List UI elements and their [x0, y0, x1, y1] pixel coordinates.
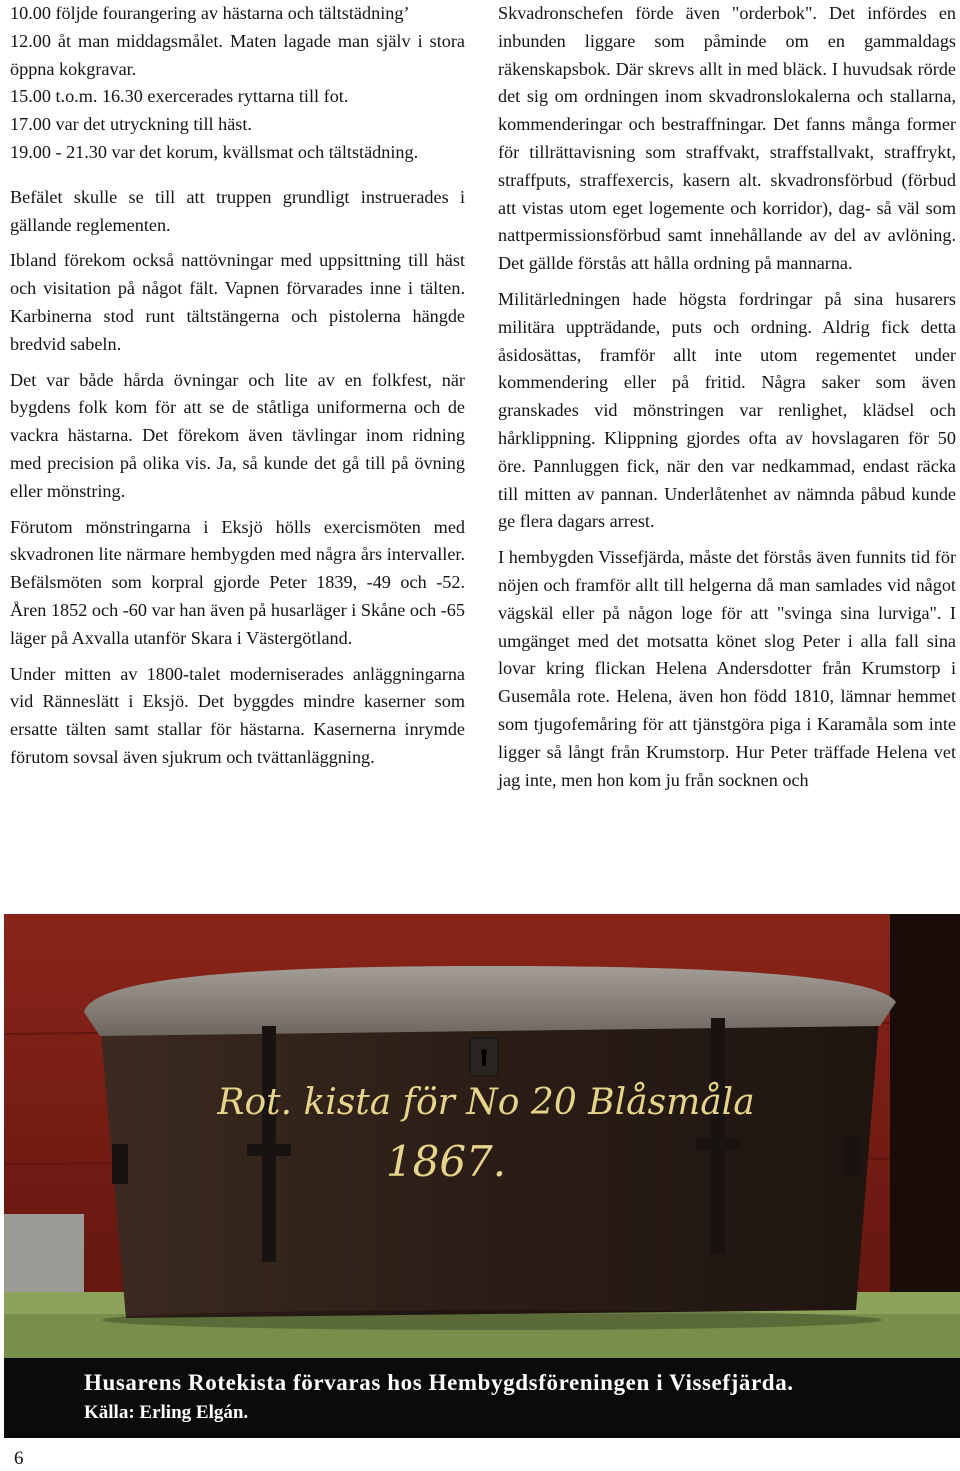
schedule-line: 19.00 - 21.30 var det korum, kvällsmat och tältstädning.	[10, 141, 419, 162]
body-paragraph: Ibland förekom också nattövningar med uppsittning till häst och visitation på något fält. Vapnen förvarades inne i tälten. Karbinerna stod runt tältstängerna och pistolerna hängde bredvid sabeln.	[10, 250, 465, 354]
right-text-column	[498, 0, 956, 802]
body-paragraph: Befälet skulle se till att truppen grundligt instruerades i gällande reglementen.	[10, 186, 465, 235]
schedule-line: 10.00 följde fourangering av hästarna och tältstädning’	[10, 3, 410, 23]
chest-inscription-line1: Rot. kista för No 20 Blåsmåla	[217, 1082, 755, 1123]
body-paragraph: Militärledningen hade högsta fordringar på sina husarers militära uppträdande, puts och ordning. Aldrig fick detta åsidosättas, framför allt inte utom regementet under kommendering eller på fritid. Några saker som även granskades vid mönstringen var renlighet, klädsel och hårklippning. Klippning gjordes ofta av hovslagaren för 50 öre. Pannluggen fick, när den var nedkammad, endast räcka till mitten av pannan. Underlåtenhet av nämnda påbud kunde ge flera dagars arrest.	[498, 288, 956, 532]
body-paragraph: Under mitten av 1800-talet moderniserades anläggningarna vid Ränneslätt i Eksjö. Det byggdes mindre kaserner som ersatte tälten samt stallar för hästarna. Kasernerna inrymde förutom sovsal även sjukrum och tvättanläggning.	[10, 663, 465, 767]
page-number: 6	[14, 1448, 24, 1469]
caption-title: Husarens Rotekista förvaras hos Hembygdsföreningen i Vissefjärda.	[84, 1370, 794, 1395]
body-paragraph: I hembygden Vissefjärda, måste det förstås även funnits tid för nöjen och framför allt till helgerna då man samlades vid något vägskäl eller på någon loge för att "svinga sina lurviga". I umgänget med det motsatta könet slog Peter i alla fall sina lovar kring flickan Helena Andersdotter från Krumstorp i Gusemåla rote. Helena, även hon född 1810, lämnar hemmet som tjugofemåring för att tjänstgöra piga i Karamåla som inte ligger så långt från Krumstorp. Hur Peter träffade Helena vet jag inte, men hon kom ju från socknen och	[498, 547, 956, 790]
photo-caption	[4, 1358, 960, 1438]
body-paragraph: Skvadronschefen förde även "orderbok". Det infördes en inbunden liggare som påminde om en gammaldags räkenskapsbok. Där skrevs allt in med bläck. I huvudsak rörde det sig om ordningen inom skvadronslokalerna och stallarna, kommenderingar och bestraffningar. Det fanns många former för tillrättavisning som straffvakt, straffstallvakt, straffrykt, straffputs, straffexercis, kasern alt. skvadronsförbud (förbud att vistas utom eget logemente och korridor), dag- så väl som nattpermissionsförbud samt innehållande av del av avlöning. Det gällde förstås att hålla ordning på mannarna.	[498, 3, 956, 274]
doorway	[890, 914, 960, 1314]
left-text-column	[10, 0, 465, 780]
schedule-line: 12.00 åt man middagsmålet. Maten lagade man själv i stora öppna kokgravar.	[10, 30, 465, 79]
body-paragraph: Det var både hårda övningar och lite av en folkfest, när bygdens folk kom för att se de ståtliga uniformerna och de vackra hästarna. Det förekom även tävlingar inom ridning med precision på olika vis. Ja, så kunde det gå till på övning eller mönstring.	[10, 369, 465, 501]
chest-lid	[84, 966, 896, 1036]
chest-illustration	[4, 914, 960, 1358]
body-paragraph: Förutom mönstringarna i Eksjö hölls exercismöten med skvadronen lite närmare hembygden med några års intervaller. Befälsmöten som korpral gjorde Peter 1839, -49 och -52. Åren 1852 och -60 var han även på husarläger i Skåne och -65 läger på Axvalla utanför Skara i Västergötland.	[10, 516, 465, 648]
rotekista-photo	[4, 914, 960, 1358]
chest-inscription-line2: 1867.	[385, 1137, 507, 1186]
iron-strap-right	[711, 1018, 725, 1254]
schedule-line: 15.00 t.o.m. 16.30 exercerades ryttarna till fot.	[10, 86, 349, 107]
schedule-line: 17.00 var det utryckning till häst.	[10, 114, 252, 135]
caption-source: Källa: Erling Elgán.	[84, 1402, 249, 1423]
